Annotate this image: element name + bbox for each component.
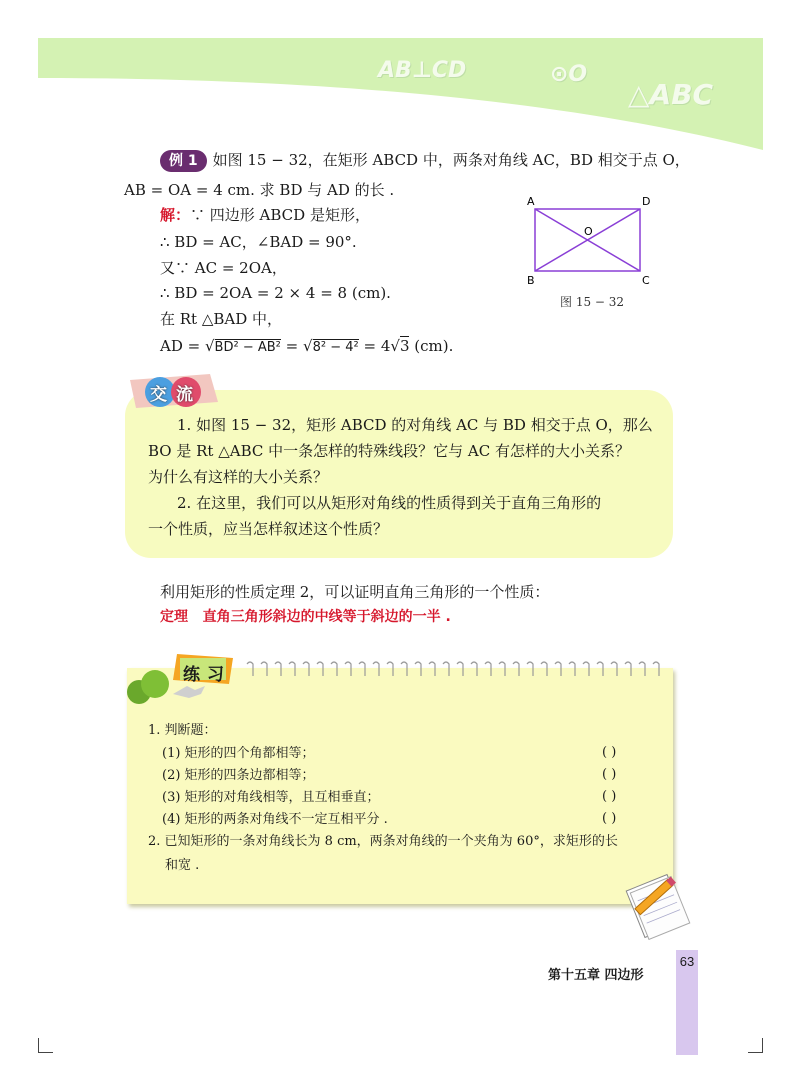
solution-label: 解：: [160, 206, 191, 224]
example-badge: 例 1: [160, 150, 207, 172]
notebook-pencil-icon: [620, 865, 700, 940]
discussion-q2-line2: 一个性质，应当怎样叙述这个性质？: [148, 520, 389, 538]
solution-step-1: ∵ 四边形 ABCD 是矩形，: [190, 206, 370, 224]
solution-line-2: ∴ BD = AC，∠BAD = 90°.: [160, 233, 357, 251]
discussion-q1-line2: BO 是 Rt △ABC 中一条怎样的特殊线段？它与 AC 有怎样的大小关系？: [148, 442, 630, 460]
solution-equals-1: =: [285, 337, 299, 355]
center-label-o: O: [584, 225, 593, 238]
sqrt-radicand-2: 8² − 4²: [312, 340, 359, 355]
practice-q1-item-2: (2) 矩形的四条边都相等；: [162, 768, 315, 783]
discussion-title-1: 交: [150, 385, 167, 405]
solution-line-5: 在 Rt △BAD 中，: [160, 310, 283, 328]
solution-line-6: [160, 336, 453, 358]
discussion-title-2: 流: [176, 385, 193, 405]
sqrt-sign-3: √: [390, 337, 400, 355]
solution-line-4: ∴ BD = 2OA = 2 × 4 = 8 (cm).: [160, 284, 391, 302]
answer-blank-4[interactable]: ( ): [602, 811, 617, 826]
example-problem-text: 如图 15 − 32，在矩形 ABCD 中，两条对角线 AC，BD 相交于点 O，: [212, 151, 690, 169]
sqrt-sign-2: √: [303, 337, 313, 355]
solution-line-3: 又∵ AC = 2OA，: [160, 259, 287, 277]
discussion-title-shape: [122, 372, 222, 412]
vertex-label-d: D: [642, 195, 651, 208]
practice-q1-item-1: (1) 矩形的四个角都相等；: [162, 746, 315, 761]
vertex-label-c: C: [642, 274, 650, 287]
practice-title-1: 练: [183, 665, 200, 685]
header-deco-triangle: △ABC: [628, 78, 714, 111]
header-deco-perpendicular: AB⊥CD: [378, 58, 467, 83]
sqrt-radicand-1: BD² − AB²: [214, 340, 281, 355]
rectangle-diagram: [520, 192, 660, 292]
sqrt-radicand-3: 3: [399, 337, 410, 355]
solution-equals-2: = 4: [363, 337, 391, 355]
sqrt-sign-1: √: [204, 337, 215, 355]
example-line-2: AB = OA = 4 cm. 求 BD 与 AD 的长 .: [124, 181, 395, 199]
discussion-q1-line3: 为什么有这样的大小关系？: [148, 468, 329, 486]
practice-title-2: 习: [207, 665, 224, 685]
solution-ad-prefix: AD =: [160, 337, 201, 355]
vertex-label-b: B: [527, 274, 535, 287]
vertex-label-a: A: [527, 195, 535, 208]
discussion-q2-line1: 2. 在这里，我们可以从矩形对角线的性质得到关于直角三角形的: [177, 494, 602, 512]
answer-blank-1[interactable]: ( ): [602, 745, 617, 760]
practice-q2-line1: 2. 已知矩形的一条对角线长为 8 cm，两条对角线的一个夹角为 60°，求矩形的长: [148, 834, 618, 849]
practice-q1-item-4: (4) 矩形的两条对角线不一定互相平分 .: [162, 812, 388, 827]
figure-caption: 图 15 − 32: [560, 295, 625, 309]
practice-q2-line2: 和宽 .: [165, 858, 200, 873]
crop-mark-bottom-left: [38, 1038, 53, 1053]
page-number-tab: [676, 950, 698, 1055]
answer-blank-3[interactable]: ( ): [602, 789, 617, 804]
solution-unit: (cm).: [414, 337, 454, 355]
page-number: 63: [679, 954, 695, 969]
solution-line-1: [160, 205, 370, 225]
theorem-text: 直角三角形斜边的中线等于斜边的一半 .: [202, 609, 451, 625]
header-deco-circle: ⊙O: [550, 62, 588, 87]
practice-q1: 1. 判断题：: [148, 723, 217, 738]
theorem-label: 定理: [160, 609, 188, 625]
crop-mark-bottom-right: [748, 1038, 763, 1053]
answer-blank-2[interactable]: ( ): [602, 767, 617, 782]
example-line-1: [160, 150, 690, 172]
practice-q1-item-3: (3) 矩形的对角线相等，且互相垂直；: [162, 790, 380, 805]
bird-icon: [173, 686, 205, 698]
theorem-intro: 利用矩形的性质定理 2，可以证明直角三角形的一个性质：: [160, 583, 550, 601]
theorem-line: [160, 607, 451, 627]
discussion-q1-line1: 1. 如图 15 − 32，矩形 ABCD 的对角线 AC 与 BD 相交于点 O，那么: [177, 416, 653, 434]
chapter-title: 第十五章 四边形: [548, 968, 644, 983]
